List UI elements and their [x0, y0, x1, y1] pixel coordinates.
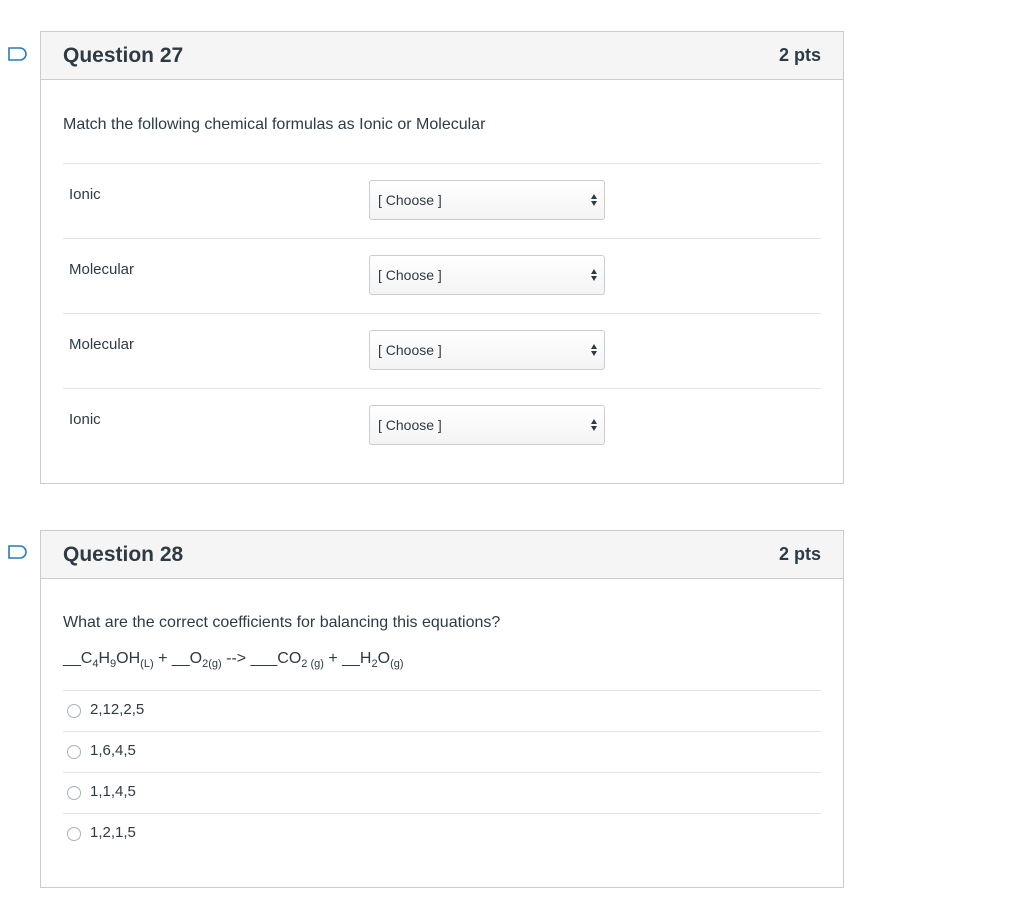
answer-label: 1,6,4,5 — [90, 742, 136, 759]
match-row — [63, 238, 821, 313]
answer-option[interactable] — [63, 772, 821, 813]
select-arrows-icon — [590, 418, 598, 432]
answer-option[interactable] — [63, 690, 821, 731]
select-arrows-icon — [590, 268, 598, 282]
match-select[interactable] — [369, 405, 605, 445]
match-row — [63, 313, 821, 388]
select-arrows-icon — [590, 193, 598, 207]
match-select[interactable] — [369, 255, 605, 295]
match-label: Ionic — [69, 186, 101, 203]
question-prompt: What are the correct coefficients for balancing this equations? — [63, 614, 501, 631]
question-points: 2 pts — [778, 544, 821, 564]
match-label: Ionic — [69, 411, 101, 428]
select-value: [ Choose ] — [378, 342, 442, 358]
match-label: Molecular — [69, 261, 135, 278]
flag-question-icon[interactable] — [8, 545, 28, 559]
question-27 — [40, 31, 844, 484]
select-value: [ Choose ] — [378, 417, 442, 433]
radio-button[interactable] — [67, 786, 81, 800]
match-select[interactable] — [369, 180, 605, 220]
match-row — [63, 163, 821, 238]
question-header — [41, 531, 843, 579]
select-value: [ Choose ] — [378, 267, 442, 283]
match-row — [63, 388, 821, 463]
question-prompt: Match the following chemical formulas as Ionic or Molecular — [63, 116, 486, 133]
chemical-equation: $\_\_C_4H_9OH_{(L)}$ + $\_\_O_{2(g)}$ --> $\_\_\_CO_{2 (g)}$ + $\_\_H_2O_{(g)}$ — [63, 650, 404, 671]
answer-option[interactable] — [63, 813, 821, 854]
radio-button[interactable] — [67, 745, 81, 759]
match-select[interactable] — [369, 330, 605, 370]
answer-label: 1,2,1,5 — [90, 824, 136, 841]
question-28 — [40, 530, 844, 888]
question-points: 2 pts — [778, 45, 821, 65]
answer-option[interactable] — [63, 731, 821, 772]
question-title: Question 28 — [63, 542, 184, 566]
select-value: [ Choose ] — [378, 192, 442, 208]
answer-label: 2,12,2,5 — [90, 701, 145, 718]
answer-label: 1,1,4,5 — [90, 783, 136, 800]
question-title: Question 27 — [63, 43, 184, 67]
radio-button[interactable] — [67, 827, 81, 841]
select-arrows-icon — [590, 343, 598, 357]
radio-button[interactable] — [67, 704, 81, 718]
flag-question-icon[interactable] — [8, 47, 28, 61]
match-label: Molecular — [69, 336, 135, 353]
question-header — [41, 32, 843, 80]
